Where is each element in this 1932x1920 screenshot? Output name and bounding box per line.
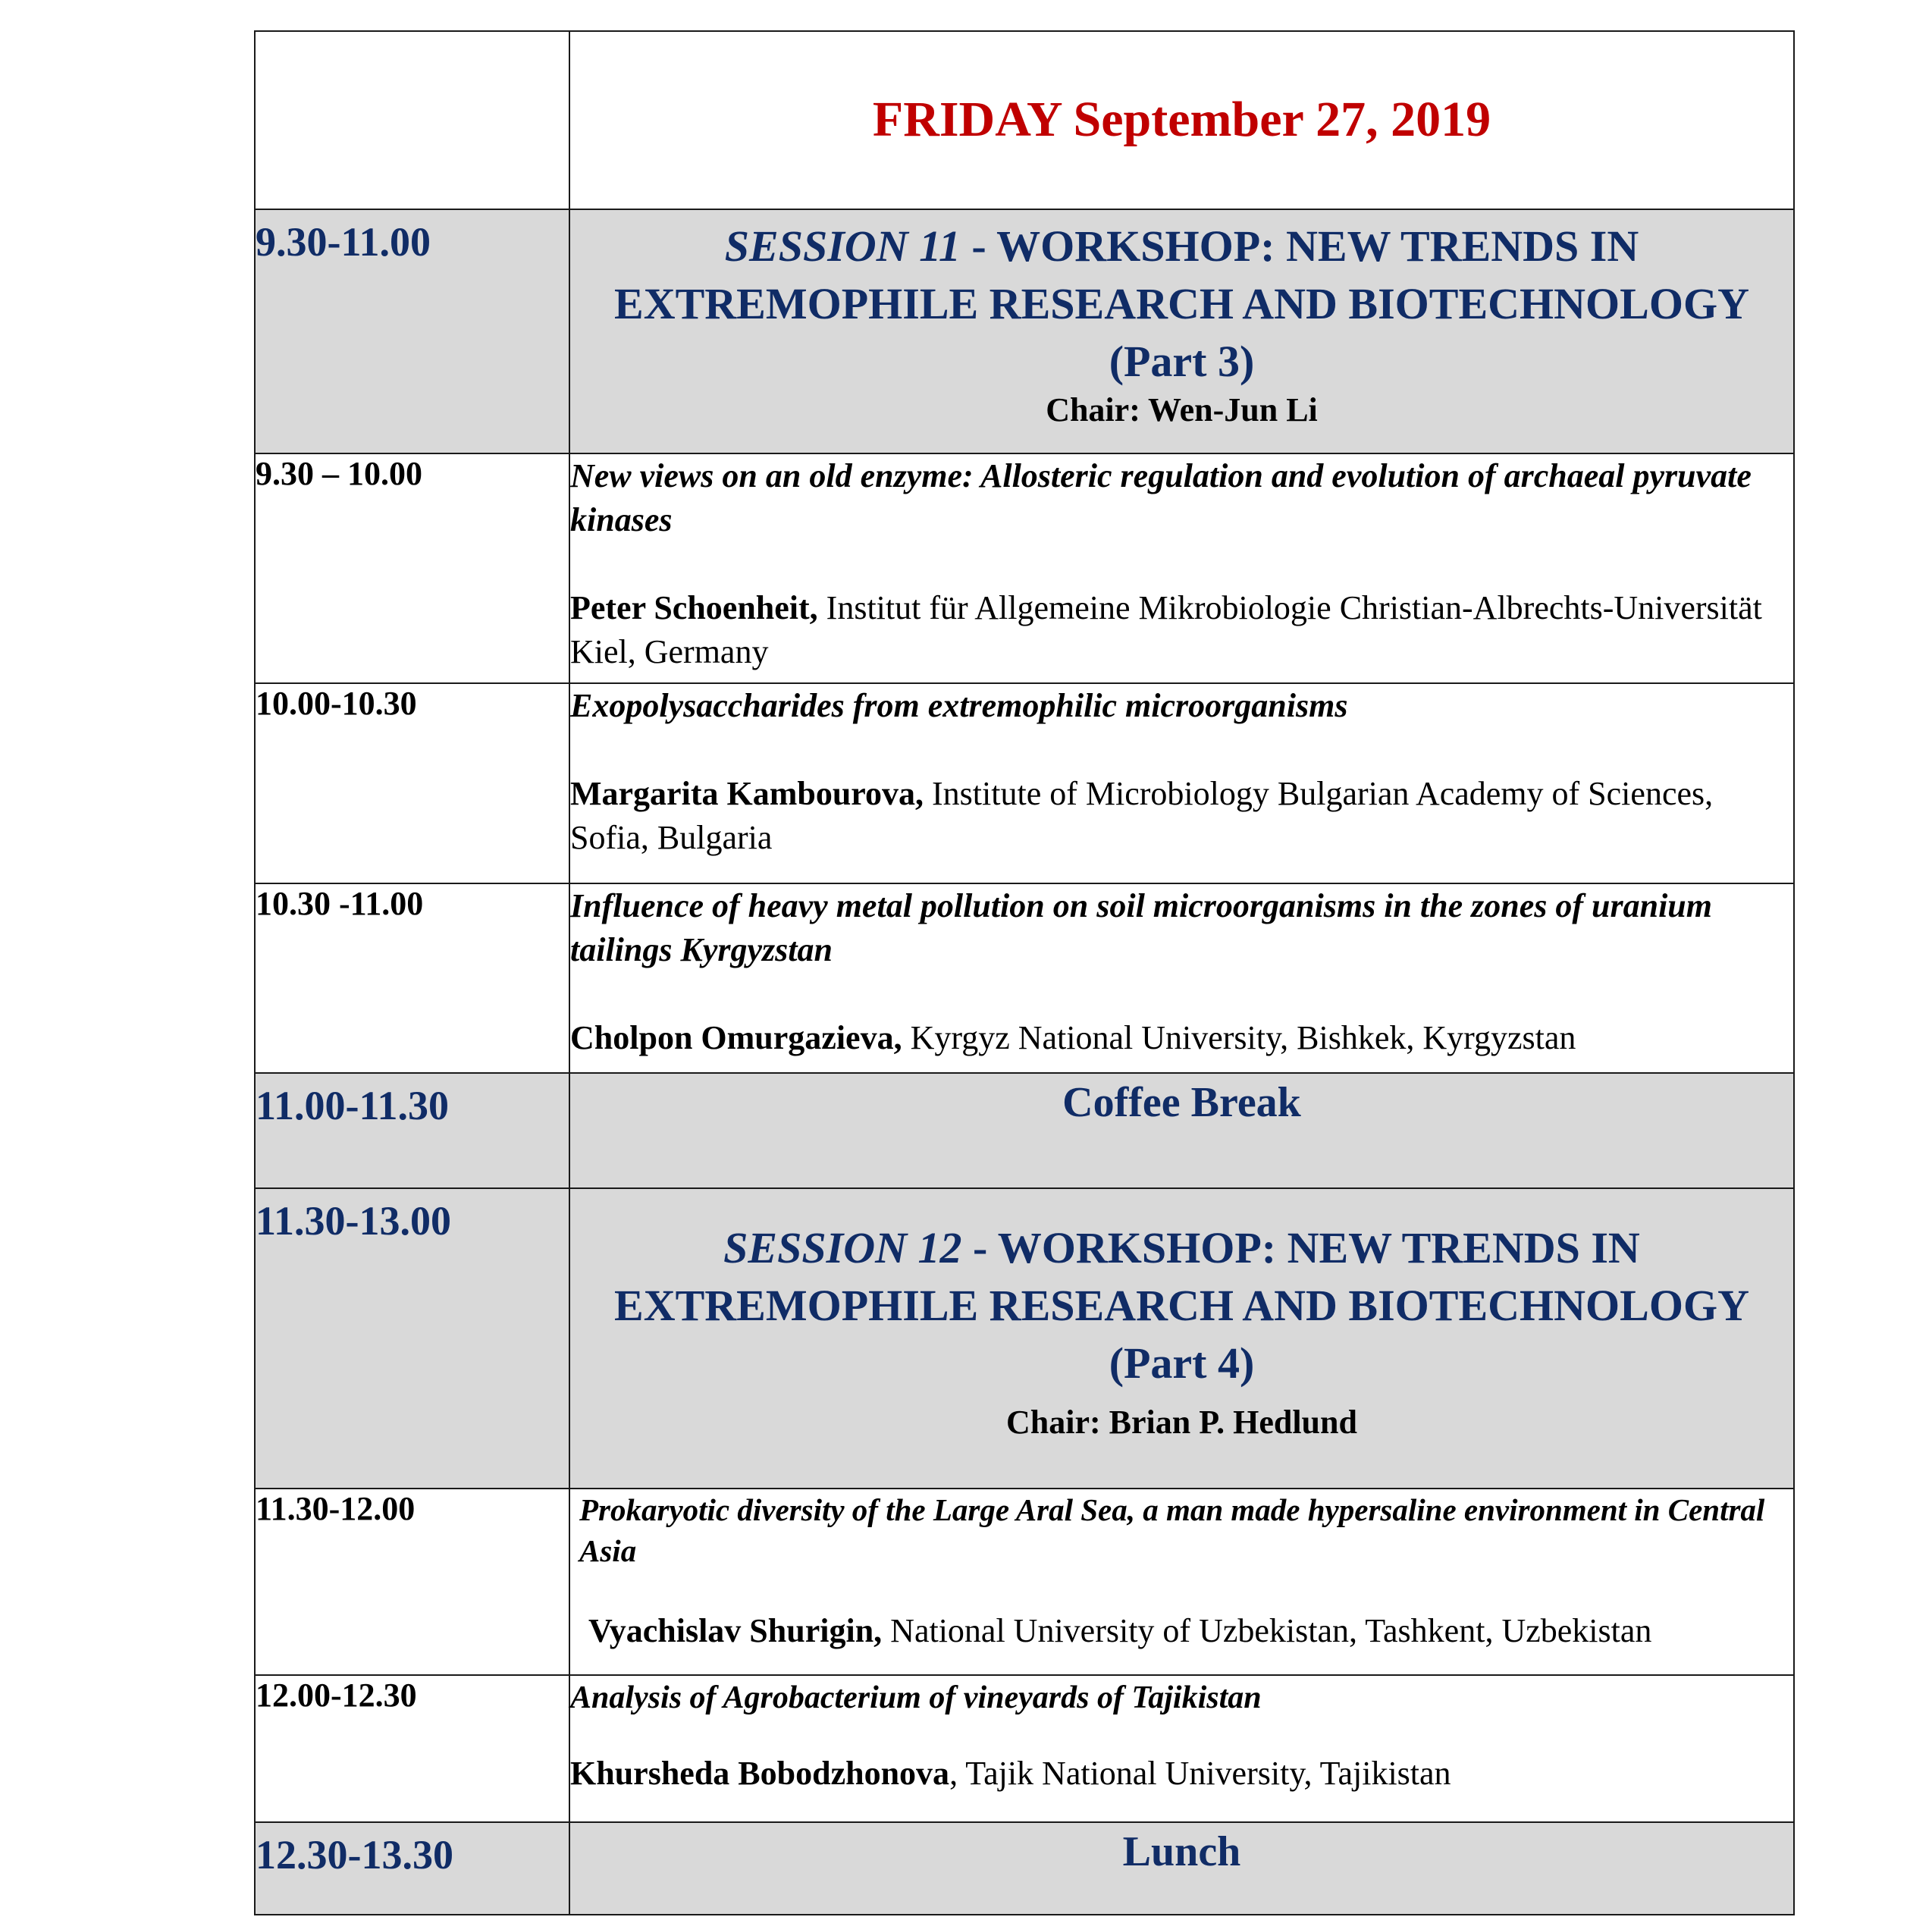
break-row [255,1073,1794,1188]
talk-title: Prokaryotic diversity of the Large Aral Sea, a man made hypersaline environment in Central Asia [579,1492,1765,1568]
schedule-table [254,30,1795,1915]
session-row [255,1188,1794,1489]
talk-row [255,1675,1794,1822]
break-cell [569,1822,1794,1915]
break-time: 12.30-13.30 [255,1822,569,1915]
speaker-affiliation: Institute of Microbiology Bulgarian Academy of Sciences, Sofia, Bulgaria [570,775,1714,856]
session-time: 9.30-11.00 [255,209,569,453]
session-title-line2: EXTREMOPHILE RESEARCH AND BIOTECHNOLOGY [614,279,1749,328]
talk-cell [569,1489,1794,1675]
talk-speaker-line [579,1609,1793,1653]
talk-speaker-line [570,586,1793,674]
speaker-name: Peter Schoenheit, [570,589,818,626]
session-heading [570,210,1793,391]
session-title-line1: - WORKSHOP: NEW TRENDS IN [961,1223,1640,1272]
talk-time: 11.30-12.00 [255,1489,569,1675]
talk-row [255,883,1794,1073]
session-chair: Chair: Brian P. Hedlund [1006,1404,1357,1441]
break-label: Lunch [1122,1828,1241,1875]
speaker-affiliation: National University of Uzbekistan, Tashkent, Uzbekistan [882,1612,1652,1649]
talk-cell [569,683,1794,883]
talk-cell [569,1675,1794,1822]
break-time: 11.00-11.30 [255,1073,569,1188]
talk-title: Analysis of Agrobacterium of vineyards of Tajikistan [570,1680,1262,1715]
talk-speaker-line [570,1016,1793,1060]
session-cell [569,1188,1794,1489]
speaker-affiliation: , Tajik National University, Tajikistan [949,1755,1451,1792]
session-chair: Chair: Wen-Jun Li [1046,391,1318,428]
session-row [255,209,1794,453]
talk-cell [569,453,1794,683]
talk-title: New views on an old enzyme: Allosteric regulation and evolution of archaeal pyruvate kinases [570,457,1752,538]
break-cell [569,1073,1794,1188]
talk-time: 12.00-12.30 [255,1675,569,1822]
break-row [255,1822,1794,1915]
talk-title: Exopolysaccharides from extremophilic microorganisms [570,687,1348,724]
talk-time: 10.30 -11.00 [255,883,569,1073]
session-heading [570,1189,1793,1392]
session-cell [569,209,1794,453]
talk-title: Influence of heavy metal pollution on soil microorganisms in the zones of uranium tailings Kyrgyzstan [570,887,1712,968]
session-number: SESSION 11 [724,221,961,271]
speaker-affiliation: Kyrgyz National University, Bishkek, Kyrgyzstan [902,1019,1576,1056]
talk-speaker-line [570,1752,1793,1796]
session-number: SESSION 12 [723,1223,962,1272]
session-time: 11.30-13.00 [255,1188,569,1489]
session-part: (Part 4) [1109,1338,1255,1388]
session-title-line1: - WORKSHOP: NEW TRENDS IN [960,221,1639,271]
speaker-name: Vyachislav Shurigin, [588,1612,883,1649]
talk-time: 10.00-10.30 [255,683,569,883]
speaker-name: Khursheda Bobodzhonova [570,1755,950,1792]
empty-cell [255,31,569,209]
talk-time: 9.30 – 10.00 [255,453,569,683]
speaker-name: Cholpon Omurgazieva, [570,1019,902,1056]
talk-row [255,683,1794,883]
day-header-row [255,31,1794,209]
talk-row [255,1489,1794,1675]
day-title: FRIDAY September 27, 2019 [872,92,1491,147]
break-label: Coffee Break [1062,1079,1301,1126]
talk-row [255,453,1794,683]
talk-cell [569,883,1794,1073]
speaker-affiliation: Institut für Allgemeine Mikrobiologie Christian-Albrechts-Universität Kiel, Germany [570,589,1762,670]
day-title-cell [569,31,1794,209]
talk-speaker-line [570,772,1793,860]
speaker-name: Margarita Kambourova, [570,775,924,812]
session-part: (Part 3) [1109,337,1255,386]
session-title-line2: EXTREMOPHILE RESEARCH AND BIOTECHNOLOGY [614,1281,1749,1330]
